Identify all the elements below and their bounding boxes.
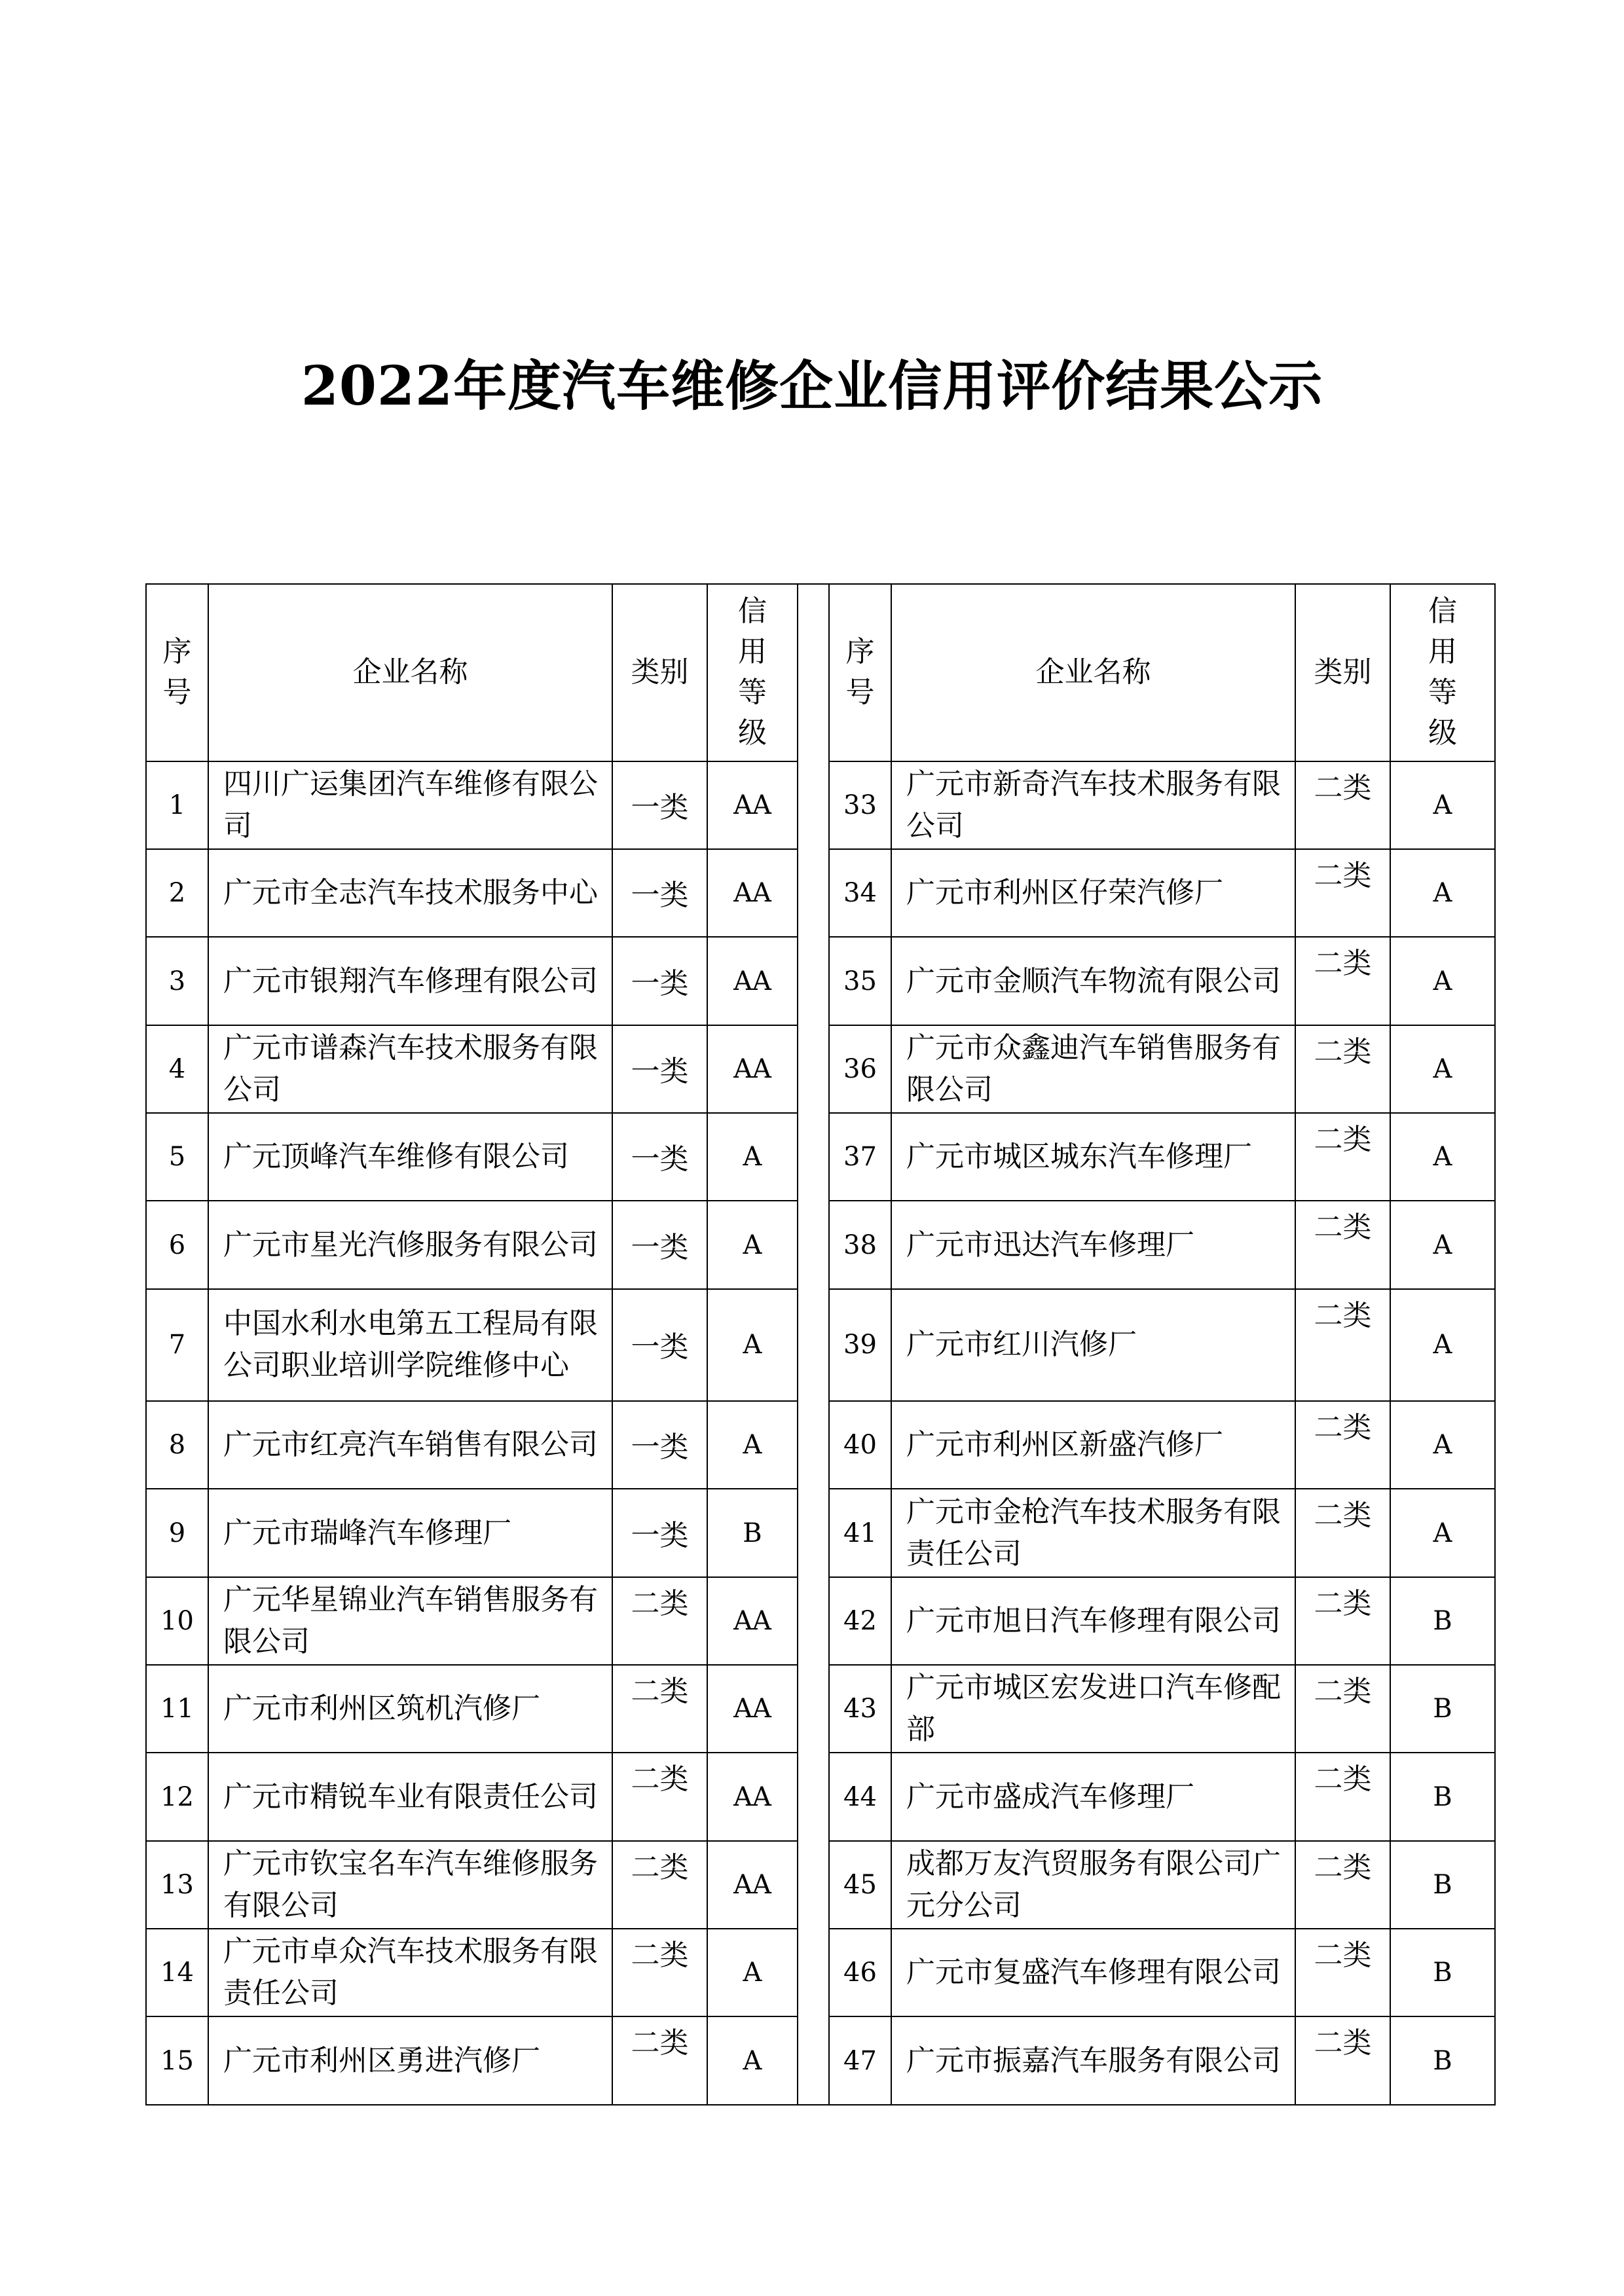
company-name-cell: 广元市瑞峰汽车修理厂	[208, 1489, 612, 1576]
company-name-cell: 广元市红亮汽车销售有限公司	[208, 1401, 612, 1489]
seq-cell: 6	[146, 1201, 208, 1288]
seq-cell: 36	[829, 1025, 891, 1113]
grade-cell: AA	[707, 1025, 798, 1113]
seq-cell: 47	[829, 2016, 891, 2105]
seq-cell: 11	[146, 1665, 208, 1753]
seq-cell: 45	[829, 1841, 891, 1929]
grade-cell: A	[1390, 1113, 1495, 1201]
credit-table	[145, 583, 1496, 2105]
company-name-cell: 广元市钦宝名车汽车维修服务有限公司	[208, 1841, 612, 1929]
company-name-cell: 广元华星锦业汽车销售服务有限公司	[208, 1577, 612, 1665]
category-cell: 二类	[612, 1577, 707, 1665]
seq-cell: 7	[146, 1289, 208, 1401]
seq-cell: 2	[146, 849, 208, 937]
category-cell: 一类	[612, 849, 707, 937]
company-name-cell: 广元市迅达汽车修理厂	[891, 1201, 1295, 1288]
grade-cell: A	[1390, 1025, 1495, 1113]
grade-cell: A	[1390, 1201, 1495, 1288]
grade-cell: B	[1390, 1665, 1495, 1753]
header-seq: 序 号	[829, 584, 891, 761]
seq-cell: 15	[146, 2016, 208, 2105]
company-name-cell: 广元市盛成汽车修理厂	[891, 1753, 1295, 1840]
category-cell: 二类	[1295, 849, 1390, 937]
category-cell: 一类	[612, 1025, 707, 1113]
category-cell: 二类	[1295, 2016, 1390, 2105]
category-cell: 一类	[612, 1201, 707, 1288]
category-cell: 一类	[612, 1489, 707, 1576]
seq-cell: 39	[829, 1289, 891, 1401]
company-name-cell: 广元市新奇汽车技术服务有限公司	[891, 761, 1295, 849]
header-category: 类别	[1295, 584, 1390, 761]
category-cell: 二类	[1295, 1401, 1390, 1489]
grade-cell: AA	[707, 1841, 798, 1929]
company-name-cell: 成都万友汽贸服务有限公司广元分公司	[891, 1841, 1295, 1929]
seq-cell: 40	[829, 1401, 891, 1489]
header-name: 企业名称	[208, 584, 612, 761]
grade-cell: A	[1390, 849, 1495, 937]
seq-cell: 3	[146, 937, 208, 1025]
grade-cell: B	[1390, 1841, 1495, 1929]
company-name-cell: 广元市利州区筑机汽修厂	[208, 1665, 612, 1753]
category-cell: 二类	[1295, 1929, 1390, 2016]
category-cell: 二类	[1295, 1025, 1390, 1113]
grade-cell: B	[707, 1489, 798, 1576]
grade-cell: A	[707, 1929, 798, 2016]
grade-cell: A	[1390, 937, 1495, 1025]
grade-cell: AA	[707, 849, 798, 937]
seq-cell: 5	[146, 1113, 208, 1201]
company-name-cell: 广元市利州区新盛汽修厂	[891, 1401, 1295, 1489]
company-name-cell: 广元市金顺汽车物流有限公司	[891, 937, 1295, 1025]
grade-cell: A	[707, 1289, 798, 1401]
grade-cell: B	[1390, 1929, 1495, 2016]
seq-cell: 12	[146, 1753, 208, 1840]
grade-cell: A	[1390, 1489, 1495, 1576]
seq-cell: 13	[146, 1841, 208, 1929]
grade-cell: A	[1390, 1401, 1495, 1489]
company-name-cell: 广元市精锐车业有限责任公司	[208, 1753, 612, 1840]
category-cell: 二类	[1295, 1665, 1390, 1753]
grade-cell: A	[707, 1201, 798, 1288]
seq-cell: 43	[829, 1665, 891, 1753]
header-grade: 信 用 等 级	[1390, 584, 1495, 761]
category-cell: 二类	[612, 1841, 707, 1929]
header-category: 类别	[612, 584, 707, 761]
seq-cell: 35	[829, 937, 891, 1025]
category-cell: 一类	[612, 761, 707, 849]
seq-cell: 1	[146, 761, 208, 849]
category-cell: 二类	[1295, 1289, 1390, 1401]
company-name-cell: 广元市利州区勇进汽修厂	[208, 2016, 612, 2105]
company-name-cell: 广元市金枪汽车技术服务有限责任公司	[891, 1489, 1295, 1576]
grade-cell: B	[1390, 2016, 1495, 2105]
company-name-cell: 广元市全志汽车技术服务中心	[208, 849, 612, 937]
seq-cell: 44	[829, 1753, 891, 1840]
category-cell: 一类	[612, 937, 707, 1025]
grade-cell: AA	[707, 1577, 798, 1665]
company-name-cell: 广元市振嘉汽车服务有限公司	[891, 2016, 1295, 2105]
category-cell: 二类	[1295, 761, 1390, 849]
seq-cell: 46	[829, 1929, 891, 2016]
category-cell: 二类	[612, 1753, 707, 1840]
seq-cell: 4	[146, 1025, 208, 1113]
company-name-cell: 广元市谱森汽车技术服务有限公司	[208, 1025, 612, 1113]
header-seq: 序 号	[146, 584, 208, 761]
grade-cell: AA	[707, 1753, 798, 1840]
company-name-cell: 广元市卓众汽车技术服务有限责任公司	[208, 1929, 612, 2016]
column-gap	[798, 584, 829, 2105]
grade-cell: A	[1390, 761, 1495, 849]
seq-cell: 9	[146, 1489, 208, 1576]
company-name-cell: 广元顶峰汽车维修有限公司	[208, 1113, 612, 1201]
company-name-cell: 广元市红川汽修厂	[891, 1289, 1295, 1401]
company-name-cell: 广元市利州区仔荣汽修厂	[891, 849, 1295, 937]
category-cell: 二类	[1295, 937, 1390, 1025]
header-name: 企业名称	[891, 584, 1295, 761]
category-cell: 二类	[1295, 1113, 1390, 1201]
seq-cell: 33	[829, 761, 891, 849]
company-name-cell: 广元市旭日汽车修理有限公司	[891, 1577, 1295, 1665]
category-cell: 二类	[612, 2016, 707, 2105]
seq-cell: 42	[829, 1577, 891, 1665]
category-cell: 一类	[612, 1401, 707, 1489]
category-cell: 二类	[1295, 1577, 1390, 1665]
seq-cell: 10	[146, 1577, 208, 1665]
grade-cell: A	[707, 1113, 798, 1201]
category-cell: 二类	[1295, 1753, 1390, 1840]
company-name-cell: 广元市复盛汽车修理有限公司	[891, 1929, 1295, 2016]
seq-cell: 37	[829, 1113, 891, 1201]
seq-cell: 41	[829, 1489, 891, 1576]
seq-cell: 38	[829, 1201, 891, 1288]
grade-cell: B	[1390, 1753, 1495, 1840]
company-name-cell: 广元市众鑫迪汽车销售服务有限公司	[891, 1025, 1295, 1113]
seq-cell: 34	[829, 849, 891, 937]
page-title: 2022年度汽车维修企业信用评价结果公示	[301, 355, 1323, 418]
seq-cell: 8	[146, 1401, 208, 1489]
grade-cell: A	[707, 2016, 798, 2105]
company-name-cell: 四川广运集团汽车维修有限公司	[208, 761, 612, 849]
category-cell: 一类	[612, 1289, 707, 1401]
grade-cell: A	[707, 1401, 798, 1489]
category-cell: 二类	[612, 1665, 707, 1753]
company-name-cell: 广元市城区宏发进口汽车修配部	[891, 1665, 1295, 1753]
company-name-cell: 广元市城区城东汽车修理厂	[891, 1113, 1295, 1201]
category-cell: 一类	[612, 1113, 707, 1201]
grade-cell: AA	[707, 761, 798, 849]
header-row	[146, 584, 1495, 761]
category-cell: 二类	[1295, 1489, 1390, 1576]
grade-cell: A	[1390, 1289, 1495, 1401]
grade-cell: AA	[707, 1665, 798, 1753]
grade-cell: B	[1390, 1577, 1495, 1665]
category-cell: 二类	[1295, 1201, 1390, 1288]
grade-cell: AA	[707, 937, 798, 1025]
company-name-cell: 广元市星光汽修服务有限公司	[208, 1201, 612, 1288]
header-grade: 信 用 等 级	[707, 584, 798, 761]
category-cell: 二类	[612, 1929, 707, 2016]
seq-cell: 14	[146, 1929, 208, 2016]
company-name-cell: 中国水利水电第五工程局有限公司职业培训学院维修中心	[208, 1289, 612, 1401]
category-cell: 二类	[1295, 1841, 1390, 1929]
company-name-cell: 广元市银翔汽车修理有限公司	[208, 937, 612, 1025]
